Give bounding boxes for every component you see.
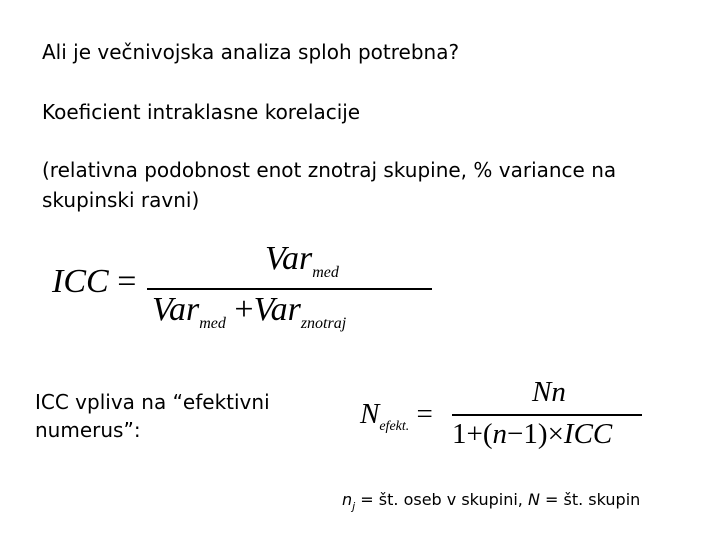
icc-den-var2: Var xyxy=(253,291,301,328)
icc-formula xyxy=(52,240,412,340)
n-den-icc: ICC xyxy=(563,418,613,450)
n-formula-lhs xyxy=(360,398,433,434)
n-den-minus-one: −1 xyxy=(507,418,538,450)
slide-title: Ali je večnivojska analiza sploh potrebna? xyxy=(42,40,460,64)
n-fraction-bar xyxy=(452,414,642,416)
footnote xyxy=(342,490,641,513)
footnote-n-def: = št. oseb v skupini, xyxy=(360,490,523,509)
icc-equals: = xyxy=(117,263,137,300)
icc-numerator-sub: med xyxy=(312,264,339,281)
n-den-close: ) xyxy=(537,418,548,450)
icc-den-plus: + xyxy=(234,291,254,328)
footnote-n-sub: j xyxy=(352,500,356,513)
icc-formula-lhs xyxy=(52,263,136,301)
n-symbol-sub: efekt. xyxy=(379,419,410,434)
n-den-one: 1 xyxy=(452,418,467,450)
n-den-open: ( xyxy=(482,418,493,450)
slide-description: (relativna podobnost enot znotraj skupine, % variance na skupinski ravni) xyxy=(42,158,617,212)
icc-fraction-bar xyxy=(147,288,432,290)
icc-symbol: ICC xyxy=(52,263,109,300)
n-effective-formula xyxy=(360,376,660,460)
footnote-N-var: N xyxy=(527,490,540,509)
n-den-n: n xyxy=(492,418,508,450)
icc-numerator-var: Var xyxy=(265,240,313,277)
footnote-N-def: = št. skupin xyxy=(545,490,641,509)
n-symbol: N xyxy=(360,398,380,430)
n-den-times: × xyxy=(547,418,564,450)
icc-den-var1: Var xyxy=(152,291,200,328)
icc-den-sub1: med xyxy=(199,315,226,332)
icc-denominator xyxy=(152,291,347,332)
icc-den-sub2: znotraj xyxy=(300,315,347,332)
n-denominator xyxy=(452,418,612,451)
slide-subtitle: Koeficient intraklasne korelacije xyxy=(42,100,361,124)
icc-numerator xyxy=(265,240,339,281)
n-den-plus: + xyxy=(466,418,483,450)
numerus-text: ICC vpliva na “efektivni numerus”: xyxy=(35,390,270,442)
footnote-n-var: n xyxy=(342,490,353,509)
n-equals: = xyxy=(416,398,433,430)
n-numerator: Nn xyxy=(532,376,566,408)
